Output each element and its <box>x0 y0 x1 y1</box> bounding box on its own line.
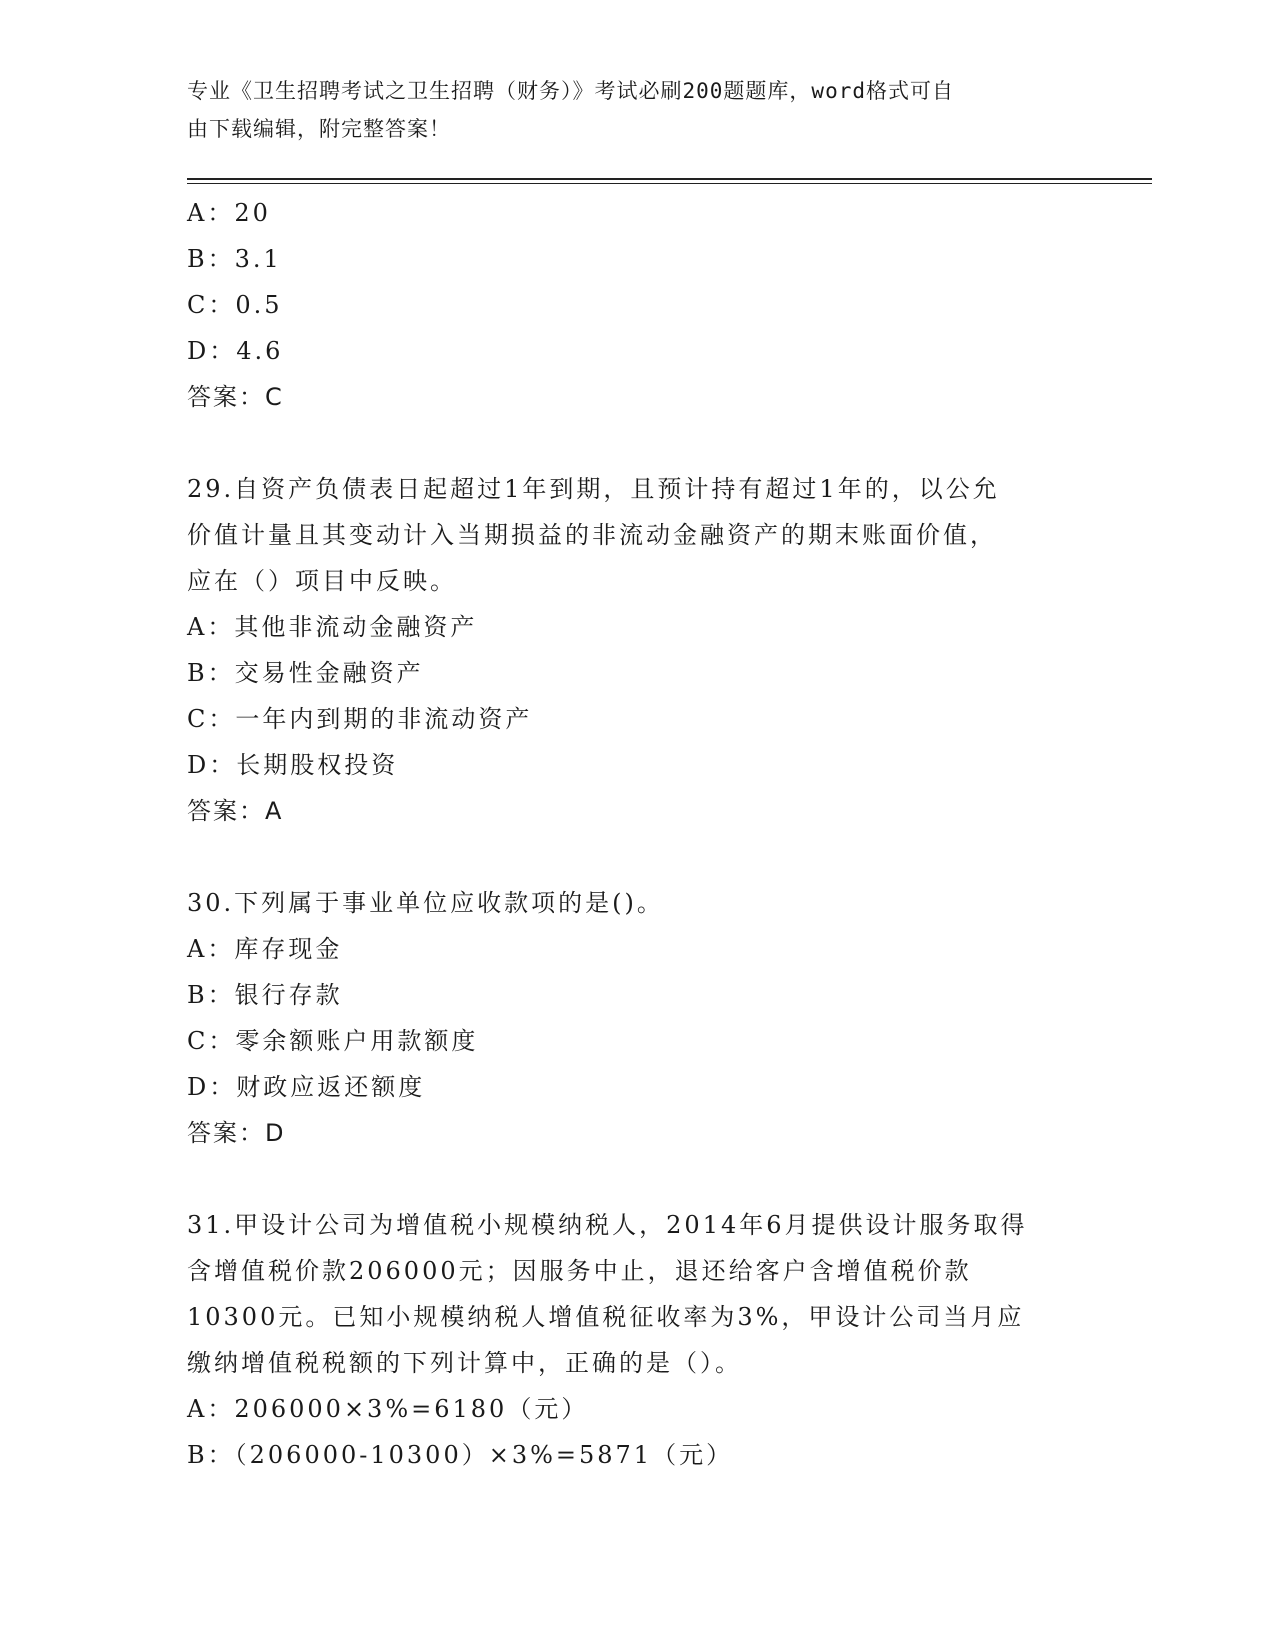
option-d: D：财政应返还额度 <box>187 1073 426 1101</box>
answer-line: 答案：D <box>187 1119 286 1147</box>
option-c: C：零余额账户用款额度 <box>187 1027 479 1055</box>
option-a: A：其他非流动金融资产 <box>187 613 478 641</box>
spacer <box>187 1156 1107 1202</box>
option-b: B：3.1 <box>187 245 282 273</box>
question-text-line: 31.甲设计公司为增值税小规模纳税人，2014年6月提供设计服务取得 <box>187 1211 1028 1239</box>
answer-line: 答案：C <box>187 383 284 411</box>
header-line-1: 专业《卫生招聘考试之卫生招聘（财务）》考试必刷200题题库，word格式可自 <box>187 79 954 103</box>
option-b: B：（206000-10300）×3%=5871（元） <box>187 1441 734 1469</box>
question-text-line: 29.自资产负债表日起超过1年到期，且预计持有超过1年的，以公允 <box>187 475 1000 503</box>
spacer <box>187 834 1107 880</box>
question-28-block <box>187 190 1107 420</box>
option-a: A：20 <box>187 199 271 227</box>
option-c: C：0.5 <box>187 291 283 319</box>
option-b: B：交易性金融资产 <box>187 659 424 687</box>
option-d: D：4.6 <box>187 337 284 365</box>
question-text-line: 10300元。已知小规模纳税人增值税征收率为3%，甲设计公司当月应 <box>187 1303 1025 1331</box>
question-29-block <box>187 466 1107 834</box>
header-divider-thick <box>187 178 1152 180</box>
question-text-line: 缴纳增值税税额的下列计算中，正确的是（）。 <box>187 1349 742 1377</box>
option-a: A：库存现金 <box>187 935 343 963</box>
spacer <box>187 420 1107 466</box>
option-c: C：一年内到期的非流动资产 <box>187 705 533 733</box>
question-text-line: 30.下列属于事业单位应收款项的是()。 <box>187 889 664 917</box>
question-31-block <box>187 1202 1107 1478</box>
header-line-2: 由下载编辑，附完整答案！ <box>187 117 451 141</box>
question-text-line: 价值计量且其变动计入当期损益的非流动金融资产的期末账面价值， <box>187 521 997 549</box>
header-divider-thin <box>187 183 1152 184</box>
option-a: A：206000×3%=6180（元） <box>187 1395 589 1423</box>
document-header <box>187 72 1087 148</box>
question-text-line: 应在（）项目中反映。 <box>187 567 457 595</box>
question-30-block <box>187 880 1107 1156</box>
question-content <box>187 190 1107 1478</box>
option-b: B：银行存款 <box>187 981 343 1009</box>
option-d: D：长期股权投资 <box>187 751 399 779</box>
question-text-line: 含增值税价款206000元；因服务中止，退还给客户含增值税价款 <box>187 1257 972 1285</box>
answer-line: 答案：A <box>187 797 284 825</box>
